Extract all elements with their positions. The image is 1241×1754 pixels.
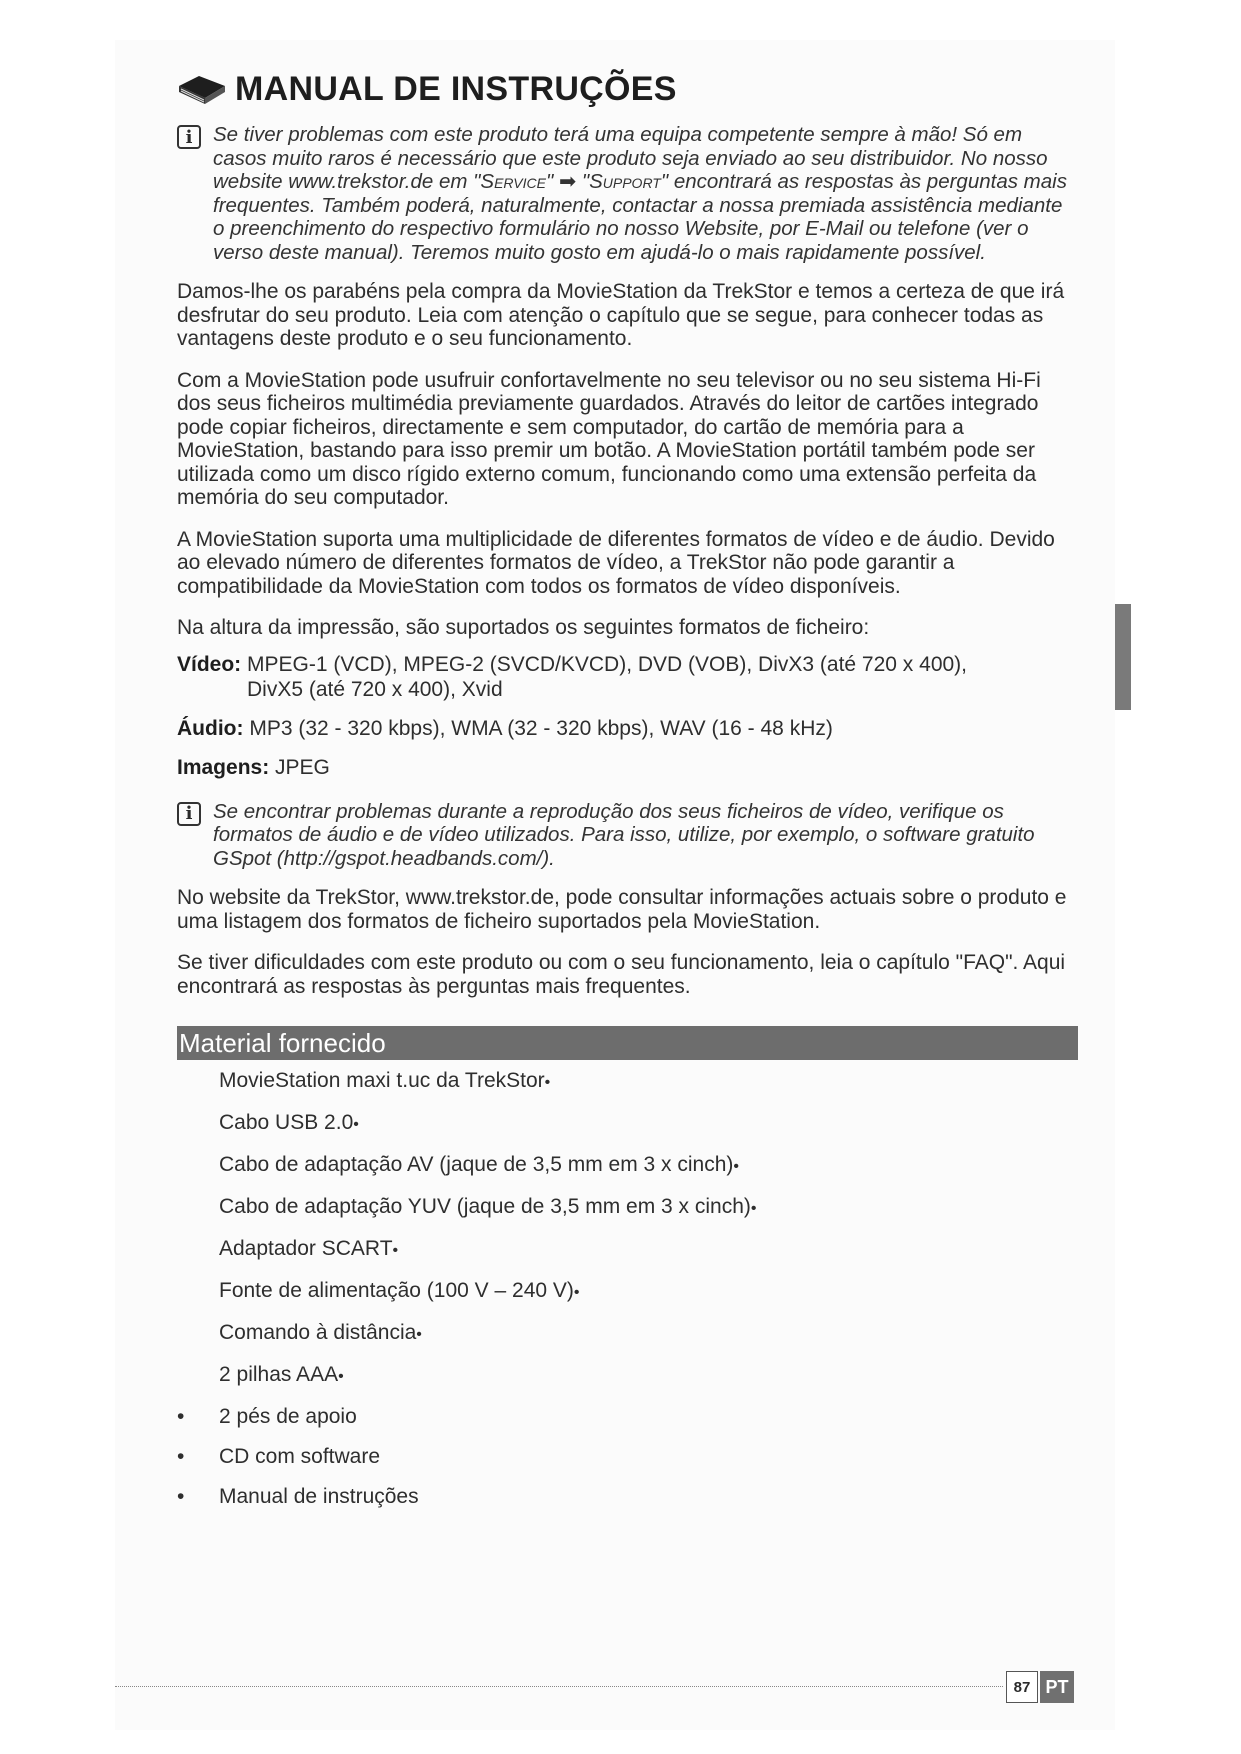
page-number: 87	[1006, 1671, 1038, 1703]
list-item: Cabo de adaptação YUV (jaque de 3,5 mm em 3 x cinch)•	[219, 1195, 757, 1218]
section-heading: Material fornecido	[177, 1026, 1078, 1060]
list-item: • 2 pés de apoio	[177, 1404, 1077, 1429]
paragraph-intro: Damos-lhe os parabéns pela compra da MovieStation da TrekStor e temos a certeza de que irá desfrutar do seu produto. Leia com atenção o capítulo que se segue, para conhecer todas as vantagens deste produto e o seu funcionamento.	[177, 280, 1065, 350]
paragraph-faq: Se tiver dificuldades com este produto ou com o seu funcionamento, leia o capítulo "FAQ". Aqui encontrará as respostas às perguntas mais frequentes.	[177, 951, 1066, 998]
title-row	[177, 70, 1077, 109]
list-item: Cabo USB 2.0•	[219, 1111, 359, 1134]
list-item: • Manual de instruções	[177, 1484, 1077, 1509]
list-item: MovieStation maxi t.uc da TrekStor•	[219, 1069, 551, 1092]
book-icon	[177, 72, 227, 108]
list-item: 2 pilhas AAA•	[219, 1363, 344, 1386]
page-title: MANUAL DE INSTRUÇÕES	[235, 70, 677, 108]
info-note	[177, 123, 1077, 264]
video-formats: Vídeo: MPEG-1 (VCD), MPEG-2 (SVCD/KVCD), DVD (VOB), DivX3 (até 720 x 400), DivX5 (até 720 x 400), Xvid	[177, 652, 968, 701]
language-tag: PT	[1040, 1671, 1074, 1703]
side-thumb-tab	[1115, 604, 1131, 710]
image-formats: Imagens: JPEG	[177, 755, 330, 779]
supplied-items-list	[177, 1068, 1077, 1509]
paragraph-features: Com a MovieStation pode usufruir confortavelmente no seu televisor ou no seu sistema Hi-Fi dos seus ficheiros multimédia previamente guardados. Através do leitor de cartões integrado pode copiar ficheiros, directamente e sem computador, do cartão de memória para a MovieStation, bastando para isso premir um botão. A MovieStation portátil também pode ser utilizada como um disco rígido externo comum, funcionando como uma extensão perfeita da memória do seu computador.	[177, 368, 1041, 509]
list-item: Cabo de adaptação AV (jaque de 3,5 mm em 3 x cinch)•	[219, 1153, 740, 1176]
info-note-text: Se tiver problemas com este produto terá uma equipa competente sempre à mão! Só em casos muito raros é necessário que este produto seja enviado ao seu distribuidor. No nosso website www.trekstor.de em "Service" ➡ "Support" encontrará as respostas às perguntas mais frequentes. Também poderá, naturalmente, contactar a nossa premiada assistência mediante o preenchimento do respectivo formulário no nosso Website, por E-Mail ou telefone (ver o verso deste manual). Teremos muito gosto em ajudá-lo o mais rapidamente possível.	[213, 123, 1067, 264]
info-icon: i	[177, 802, 201, 826]
list-item: Comando à distância•	[219, 1321, 422, 1344]
audio-formats: Áudio: MP3 (32 - 320 kbps), WMA (32 - 320 kbps), WAV (16 - 48 kHz)	[177, 716, 833, 740]
paragraph-formats-support: A MovieStation suporta uma multiplicidade de diferentes formatos de vídeo e de áudio. Devido ao elevado número de diferentes formatos de vídeo, a TrekStor não pode garantir a compatibilidade da MovieStation com todos os formatos de vídeo disponíveis.	[177, 527, 1055, 598]
list-item: • CD com software	[177, 1444, 1077, 1469]
info-note-2	[177, 800, 1077, 871]
paragraph-formats-intro: Na altura da impressão, são suportados os seguintes formatos de ficheiro:	[177, 616, 870, 639]
footer-dotted-line	[115, 1686, 1003, 1687]
info-icon: i	[177, 125, 201, 149]
info-note-2-text: Se encontrar problemas durante a reprodução dos seus ficheiros de vídeo, verifique os formatos de áudio e de vídeo utilizados. Para isso, utilize, por exemplo, o software gratuito GSpot (http://gspot.headbands.com/).	[213, 799, 1035, 870]
document-content	[177, 70, 1077, 1524]
list-item: Fonte de alimentação (100 V – 240 V)•	[219, 1279, 580, 1302]
list-item: Adaptador SCART•	[219, 1237, 399, 1260]
paragraph-website: No website da TrekStor, www.trekstor.de, pode consultar informações actuais sobre o produto e uma listagem dos formatos de ficheiro suportados pela MovieStation.	[177, 886, 1067, 933]
